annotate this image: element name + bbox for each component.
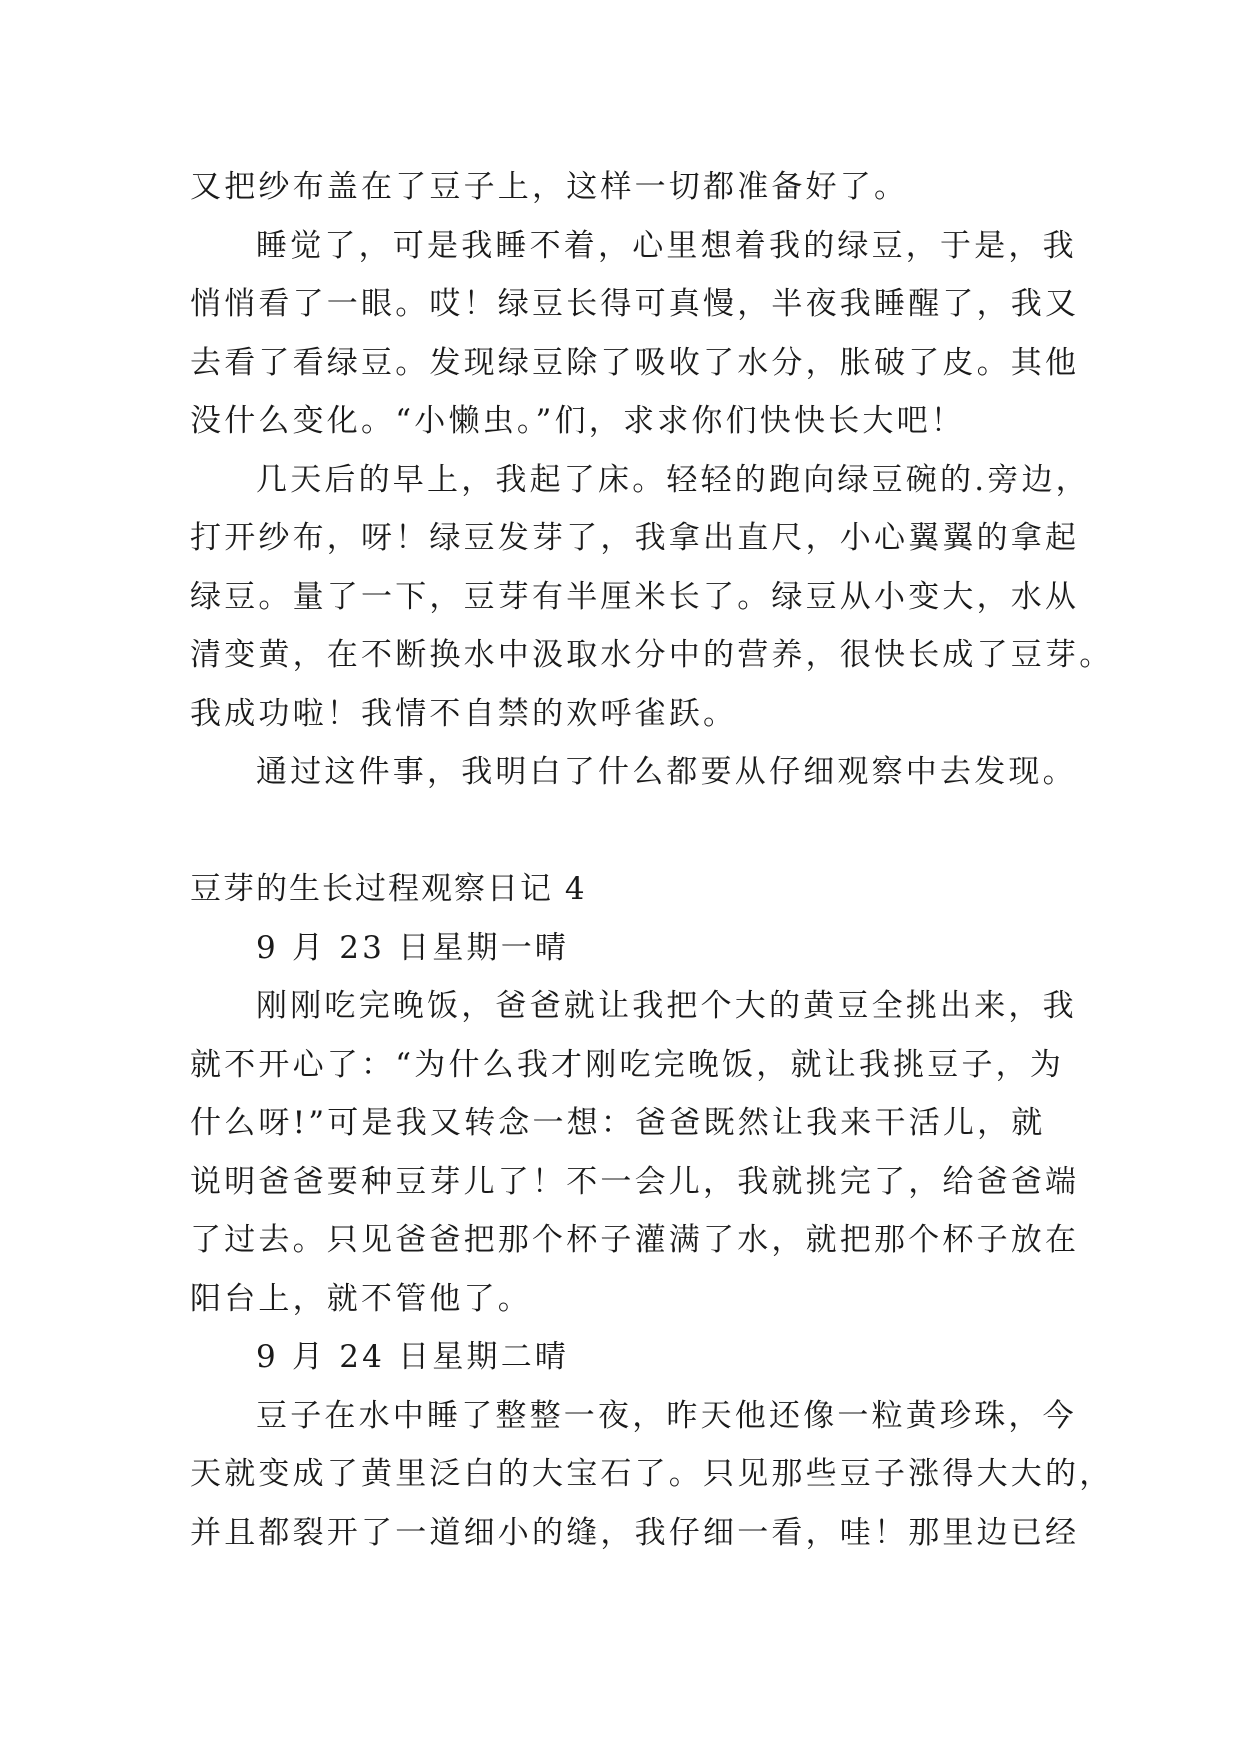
section-heading: 豆芽的生长过程观察日记 4 — [190, 871, 587, 907]
text-line: 了过去。只见爸爸把那个杯子灌满了水，就把那个杯子放在 — [190, 1222, 1080, 1258]
text-line: 并且都裂开了一道细小的缝，我仔细一看，哇！那里边已经 — [190, 1514, 1080, 1551]
text-line: 说明爸爸要种豆芽儿了！不一会儿，我就挑完了，给爸爸端 — [190, 1163, 1080, 1200]
text-line: 悄悄看了一眼。哎！绿豆长得可真慢，半夜我睡醒了，我又 — [190, 286, 1080, 322]
text-line: 又把纱布盖在了豆子上，这样一切都准备好了。 — [190, 169, 909, 205]
text-line: 天就变成了黄里泛白的大宝石了。只见那些豆子涨得大大的， — [190, 1456, 1114, 1492]
text-line: 刚刚吃完晚饭，爸爸就让我把个大的黄豆全挑出来，我 — [256, 988, 1077, 1024]
text-line: 我成功啦！我情不自禁的欢呼雀跃。 — [190, 695, 738, 732]
text-line: 什么呀!”可是我又转念一想：爸爸既然让我来干活儿，就 — [190, 1105, 1046, 1141]
text-line: 就不开心了：“为什么我才刚吃完晚饭，就让我挑豆子，为 — [190, 1046, 1065, 1083]
document-body — [190, 158, 1114, 1562]
text-line: 去看了看绿豆。发现绿豆除了吸收了水分，胀破了皮。其他 — [190, 344, 1080, 381]
text-line: 打开纱布，呀！绿豆发芽了，我拿出直尺，小心翼翼的拿起 — [190, 520, 1080, 556]
diary-date: 9 月 23 日星期一晴 — [256, 929, 570, 966]
section-spacer — [190, 802, 1070, 861]
diary-date: 9 月 24 日星期二晴 — [256, 1339, 570, 1375]
text-line: 清变黄，在不断换水中汲取水分中的营养，很快长成了豆芽。 — [190, 637, 1114, 673]
text-line: 几天后的早上，我起了床。轻轻的跑向绿豆碗的.旁边， — [256, 461, 1090, 498]
text-line: 绿豆。量了一下，豆芽有半厘米长了。绿豆从小变大，水从 — [190, 578, 1080, 615]
text-line: 睡觉了，可是我睡不着，心里想着我的绿豆，于是，我 — [256, 227, 1077, 264]
text-line: 阳台上，就不管他了。 — [190, 1280, 532, 1317]
text-line: 通过这件事，我明白了什么都要从仔细观察中去发现。 — [256, 754, 1077, 790]
text-line: 豆子在水中睡了整整一夜，昨天他还像一粒黄珍珠，今 — [256, 1397, 1077, 1434]
text-line: 没什么变化。“小懒虫。”们，求求你们快快长大吧！ — [190, 403, 965, 439]
